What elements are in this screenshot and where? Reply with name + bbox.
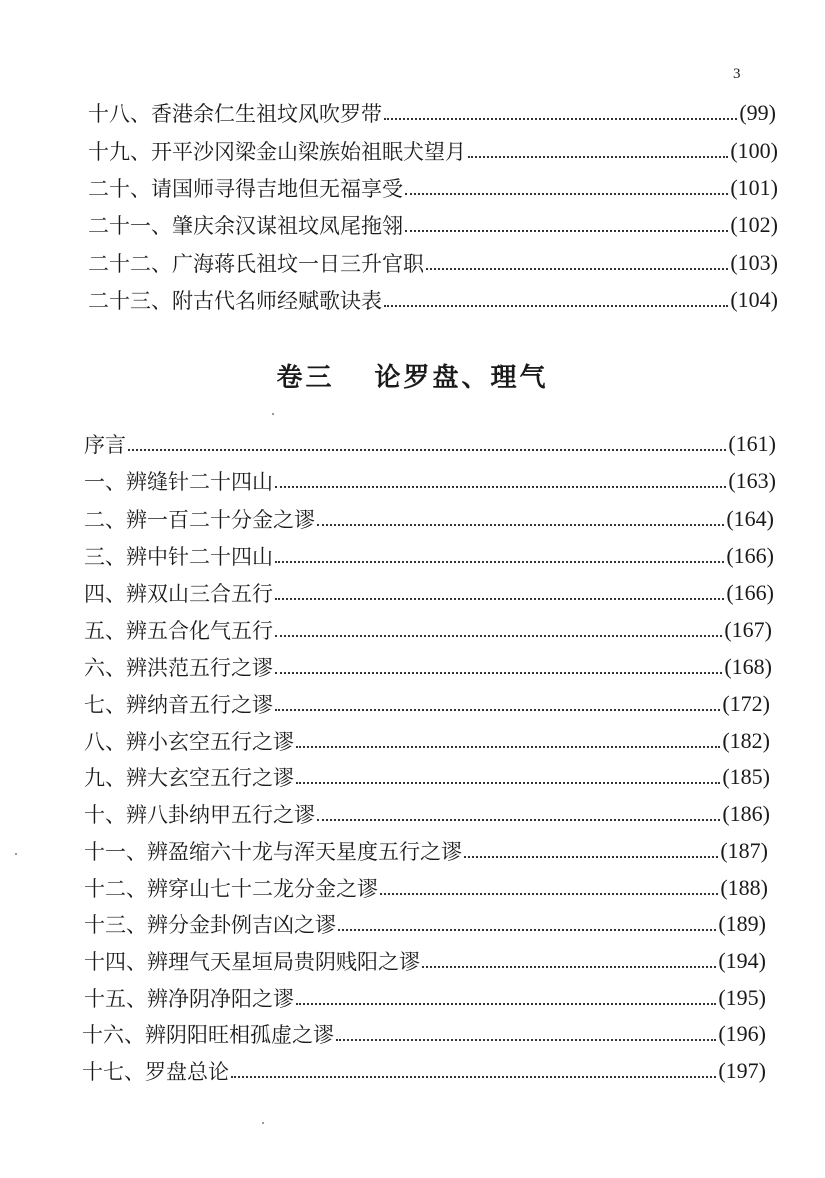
dot-leader [405,193,728,195]
toc-entry-page: (99) [739,100,776,125]
dot-leader [296,782,720,784]
toc-entry[interactable] [84,762,770,792]
toc-entry-title: 十九、开平沙冈梁金山梁族始祖眠犬望月 [88,140,466,164]
toc-entry-page: (168) [724,654,772,679]
dot-leader [275,598,724,600]
toc-entry-page: (185) [722,764,770,789]
toc-entry-page: (163) [728,468,776,493]
dot-leader [336,1039,716,1041]
toc-entry-title: 五、辨五合化气五行 [84,619,273,643]
dot-leader [426,268,728,270]
toc-entry-title: 十二、辨穿山七十二龙分金之谬 [84,877,378,901]
toc-entry[interactable] [82,1056,766,1086]
dot-leader [405,230,728,232]
toc-entry-title: 八、辨小玄空五行之谬 [84,730,294,754]
toc-entry-page: (167) [724,617,772,642]
dot-leader [275,635,722,637]
toc-entry[interactable] [84,504,774,534]
toc-entry-page: (194) [718,948,766,973]
toc-entry[interactable] [84,983,766,1013]
toc-entry-title: 十六、辨阴阳旺相孤虚之谬 [82,1023,334,1047]
toc-entry[interactable] [84,578,774,608]
toc-entry-page: (182) [722,728,770,753]
toc-entry-title: 九、辨大玄空五行之谬 [84,766,294,790]
toc-entry-title: 二十二、广海蒋氏祖坟一日三升官职 [88,252,424,276]
toc-entry[interactable] [84,652,772,682]
toc-entry[interactable] [84,799,770,829]
toc-entry-page: (188) [720,875,768,900]
toc-entry-title: 三、辨中针二十四山 [84,545,273,569]
toc-entry-page: (104) [730,287,778,312]
toc-entry[interactable] [82,1019,766,1049]
toc-entry[interactable] [88,98,776,128]
toc-entry-title: 十五、辨净阴净阳之谬 [84,987,294,1011]
toc-entry[interactable] [84,909,766,939]
toc-entry[interactable] [84,615,772,645]
toc-entry-page: (166) [726,580,774,605]
toc-entry-title: 十七、罗盘总论 [82,1060,229,1084]
toc-entry[interactable] [88,210,778,240]
toc-entry-page: (189) [718,911,766,936]
toc-entry-page: (197) [718,1058,766,1083]
page-number: 3 [733,66,741,82]
toc-entry[interactable] [84,946,766,976]
toc-entry-page: (100) [730,138,778,163]
dot-leader [296,746,720,748]
dot-leader [380,893,718,895]
toc-entry-title: 二十、请国师寻得吉地但无福享受 [88,177,403,201]
toc-entry-title: 一、辨缝针二十四山 [84,470,273,494]
toc-entry[interactable] [88,173,778,203]
toc-entry-title: 四、辨双山三合五行 [84,582,273,606]
toc-entry-title: 十八、香港余仁生祖坟风吹罗带 [88,102,382,126]
scan-speck [15,853,17,855]
toc-entry-page: (103) [730,250,778,275]
dot-leader [275,672,722,674]
dot-leader [275,486,726,488]
dot-leader [296,1003,716,1005]
toc-entry-page: (172) [722,691,770,716]
dot-leader [317,524,724,526]
toc-entry-title: 十一、辨盈缩六十龙与浑天星度五行之谬 [84,840,462,864]
toc-entry-page: (102) [730,212,778,237]
toc-entry[interactable] [84,429,776,459]
toc-entry-page: (161) [728,431,776,456]
toc-entry[interactable] [88,285,778,315]
toc-entry-page: (166) [726,543,774,568]
section-volume: 卷三 [276,363,335,393]
toc-entry-page: (196) [718,1021,766,1046]
toc-entry-page: (186) [722,801,770,826]
dot-leader [128,449,726,451]
toc-entry-page: (195) [718,985,766,1010]
toc-entry-title: 十四、辨理气天星垣局贵阴贱阳之谬 [84,950,420,974]
toc-entry-title: 十三、辨分金卦例吉凶之谬 [84,913,336,937]
toc-entry-title: 二十三、附古代名师经赋歌诀表 [88,289,382,313]
toc-entry-page: (101) [730,175,778,200]
dot-leader [338,929,716,931]
toc-entry-title: 六、辨洪范五行之谬 [84,656,273,680]
toc-entry[interactable] [88,248,778,278]
toc-entry[interactable] [84,836,768,866]
section-name: 论罗盘、理气 [374,363,549,393]
toc-entry[interactable] [84,466,776,496]
toc-entry[interactable] [84,689,770,719]
scan-speck [272,413,274,415]
scan-speck [262,1122,264,1124]
toc-entry-page: (164) [726,506,774,531]
dot-leader [275,561,724,563]
toc-entry-title: 十、辨八卦纳甲五行之谬 [84,803,315,827]
section-heading [0,357,825,394]
toc-entry[interactable] [84,541,774,571]
toc-entry-title: 二十一、肇庆余汉谋祖坟凤尾拖翎 [88,214,403,238]
toc-entry[interactable] [84,873,768,903]
dot-leader [464,856,718,858]
toc-entry-title: 七、辨纳音五行之谬 [84,693,273,717]
toc-entry[interactable] [88,136,778,166]
dot-leader [231,1076,716,1078]
dot-leader [317,819,720,821]
dot-leader [275,709,720,711]
toc-entry-title: 二、辨一百二十分金之谬 [84,508,315,532]
dot-leader [422,966,716,968]
dot-leader [468,156,728,158]
dot-leader [384,305,728,307]
toc-entry-page: (187) [720,838,768,863]
toc-entry[interactable] [84,726,770,756]
toc-entry-title: 序言 [84,433,126,457]
dot-leader [384,118,737,120]
